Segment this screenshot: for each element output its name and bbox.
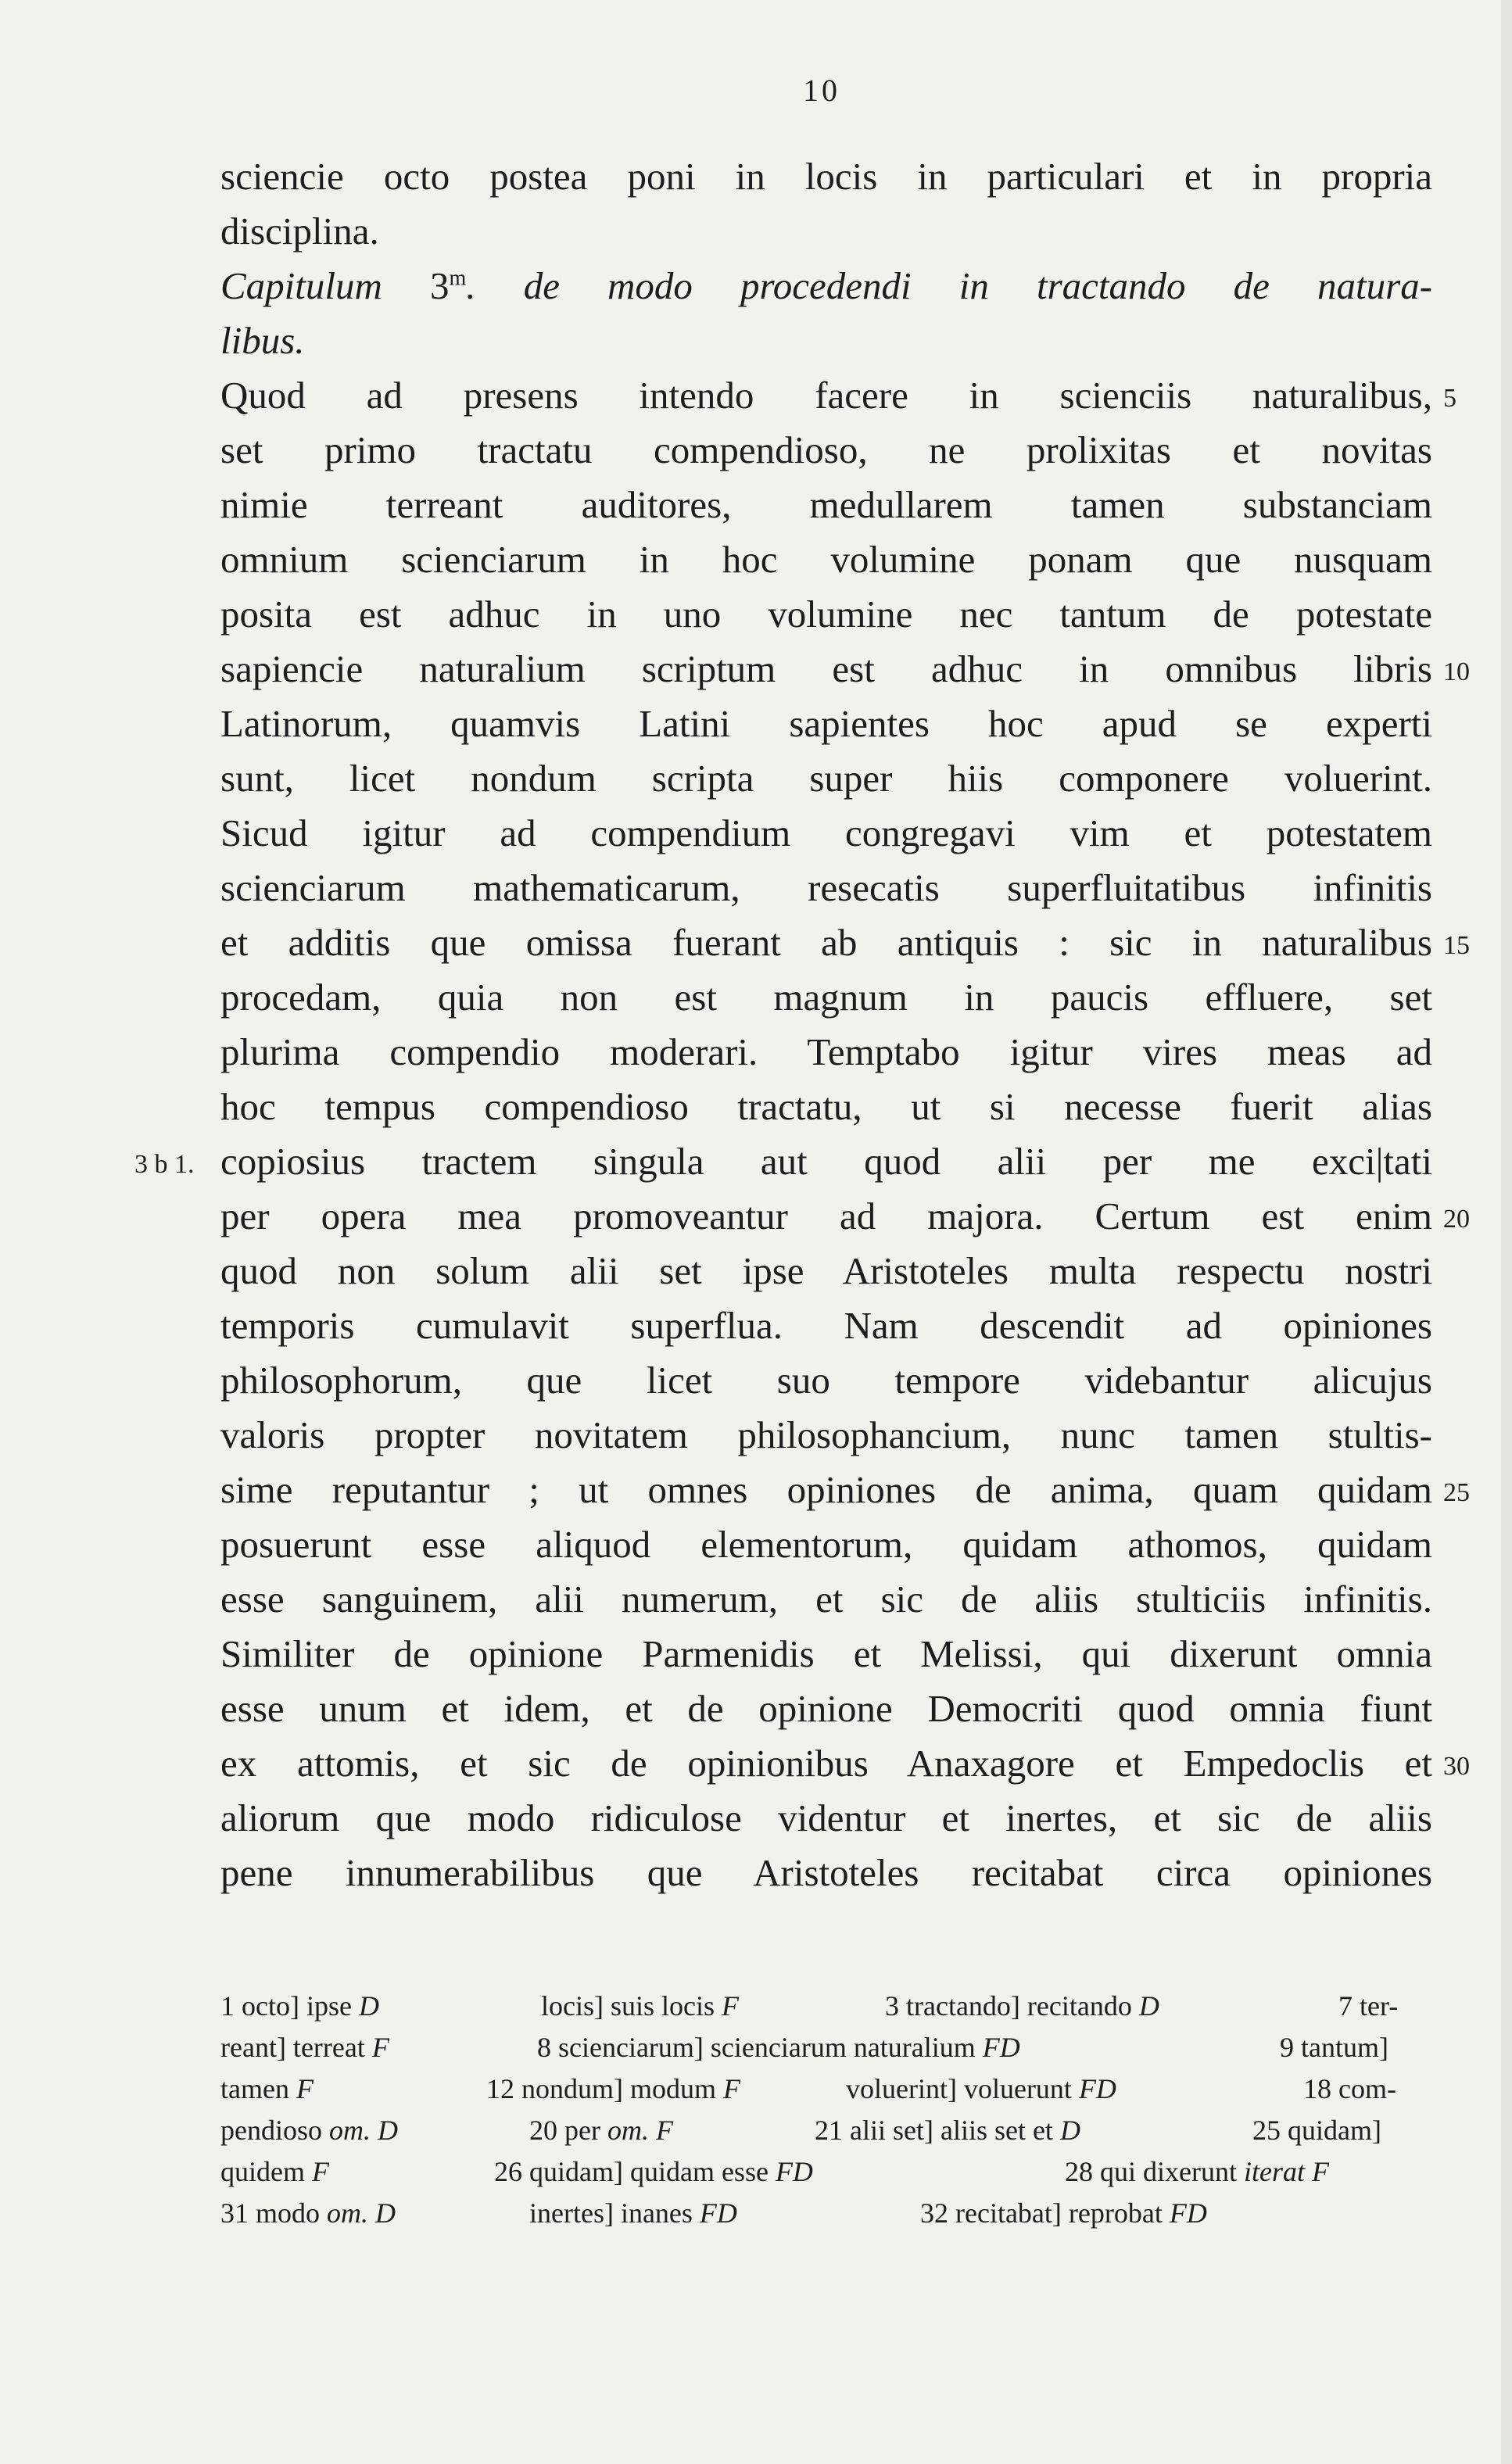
footnote-entry bbox=[220, 2110, 398, 2151]
footnote-siglum: om. F bbox=[607, 2115, 673, 2146]
footnote-reading: 8 scienciarum] scienciarum naturalium bbox=[537, 2032, 983, 2063]
body-line: pene innumerabilibus que Aristoteles recitabat circa opiniones bbox=[220, 1851, 1432, 1894]
footnote-siglum: FD bbox=[1169, 2197, 1207, 2229]
footnote-siglum: FD bbox=[982, 2032, 1020, 2063]
body-line: esse sanguinem, alii numerum, et sic de aliis stulticiis infinitis. bbox=[220, 1578, 1432, 1621]
footnote-siglum: D bbox=[1138, 1990, 1159, 2022]
body-line: sime reputantur ; ut omnes opiniones de anima, quam quidam bbox=[220, 1468, 1432, 1511]
footnote-entry bbox=[846, 2068, 1116, 2109]
footnote-reading: 31 modo bbox=[220, 2197, 328, 2229]
body-line: posuerunt esse aliquod elementorum, quidam athomos, quidam bbox=[220, 1523, 1432, 1566]
body-line: Latinorum, quamvis Latini sapientes hoc apud se experti bbox=[220, 702, 1432, 745]
footnote-entry bbox=[920, 2193, 1207, 2233]
footnote-siglum: F bbox=[723, 2073, 740, 2104]
chapter-title: . de modo procedendi in tractando de natura- bbox=[466, 264, 1433, 307]
body-line: ex attomis, et sic de opinionibus Anaxagore et Empedoclis et bbox=[220, 1742, 1432, 1785]
footnote-entry bbox=[220, 2068, 314, 2109]
footnote-entry bbox=[1280, 2027, 1388, 2068]
footnote-entry bbox=[1065, 2151, 1329, 2192]
page-edge bbox=[1501, 0, 1512, 2464]
footnote-reading: tamen bbox=[220, 2073, 296, 2104]
body-line: libus. bbox=[220, 319, 305, 362]
footnote-reading: 18 com- bbox=[1303, 2073, 1396, 2104]
footnote-reading: inertes] inanes bbox=[529, 2197, 700, 2229]
body-line: per opera mea promoveantur ad majora. Certum est enim bbox=[220, 1194, 1432, 1237]
footnote-siglum: FD bbox=[775, 2156, 813, 2187]
footnote-entry bbox=[529, 2110, 673, 2151]
footnote-siglum: D bbox=[1059, 2115, 1080, 2146]
chapter-heading bbox=[220, 263, 1432, 310]
body-line: omnium scienciarum in hoc volumine ponam que nusquam bbox=[220, 538, 1432, 581]
footnote-reading: 7 ter- bbox=[1338, 1990, 1399, 2022]
body-line: nimie terreant auditores, medullarem tamen substanciam bbox=[220, 483, 1432, 526]
footnote-entry bbox=[541, 1986, 739, 2026]
footnote-entry bbox=[1338, 1986, 1398, 2026]
chapter-number-suffix: m bbox=[449, 266, 467, 291]
footnote-entry bbox=[885, 1986, 1159, 2026]
line-number: 5 bbox=[1443, 384, 1456, 413]
page-number: 10 bbox=[803, 73, 840, 108]
footnote-siglum: F bbox=[296, 2073, 314, 2104]
chapter-word: Capitulum bbox=[220, 264, 382, 307]
footnote-reading: 32 recitabat] reprobat bbox=[920, 2197, 1170, 2229]
footnote-reading: 26 quidam] quidam esse bbox=[494, 2156, 776, 2187]
footnote-reading: pendioso bbox=[220, 2115, 329, 2146]
body-line: scienciarum mathematicarum, resecatis superfluitatibus infinitis bbox=[220, 866, 1432, 909]
footnote-siglum: FD bbox=[1078, 2073, 1116, 2104]
footnote-siglum: iterat F bbox=[1243, 2156, 1329, 2187]
body-line: copiosius tractem singula aut quod alii per me exci|tati bbox=[220, 1140, 1432, 1183]
body-line: Sicud igitur ad compendium congregavi vim et potestatem bbox=[220, 811, 1432, 854]
footnote-reading: 3 tractando] recitando bbox=[885, 1990, 1139, 2022]
body-line: philosophorum, que licet suo tempore videbantur alicujus bbox=[220, 1359, 1432, 1402]
footnote-reading: voluerint] voluerunt bbox=[846, 2073, 1079, 2104]
body-line: esse unum et idem, et de opinione Democriti quod omnia fiunt bbox=[220, 1687, 1432, 1730]
body-line: sapiencie naturalium scriptum est adhuc in omnibus libris bbox=[220, 647, 1432, 690]
footnote-entry bbox=[1303, 2068, 1396, 2109]
footnote-entry bbox=[486, 2068, 740, 2109]
body-line: hoc tempus compendioso tractatu, ut si necesse fuerit alias bbox=[220, 1085, 1432, 1128]
footnote-siglum: FD bbox=[699, 2197, 737, 2229]
body-line: sciencie octo postea poni in locis in particulari et in propria bbox=[220, 155, 1432, 198]
footnote-entry bbox=[1252, 2110, 1381, 2151]
footnote-reading: 9 tantum] bbox=[1280, 2032, 1388, 2063]
footnote-siglum: D bbox=[358, 1990, 379, 2022]
body-line: procedam, quia non est magnum in paucis effluere, set bbox=[220, 976, 1432, 1019]
body-line: sunt, licet nondum scripta super hiis componere voluerint. bbox=[220, 757, 1432, 800]
body-line: disciplina. bbox=[220, 210, 379, 252]
line-number: 15 bbox=[1443, 931, 1470, 960]
footnote-entry bbox=[815, 2110, 1080, 2151]
footnote-reading: reant] terreat bbox=[220, 2032, 372, 2063]
body-line: quod non solum alii set ipse Aristoteles multa respectu nostri bbox=[220, 1249, 1432, 1292]
body-line: set primo tractatu compendioso, ne prolixitas et novitas bbox=[220, 428, 1432, 471]
footnote-entry bbox=[220, 2027, 389, 2068]
body-line: temporis cumulavit superflua. Nam descendit ad opiniones bbox=[220, 1304, 1432, 1347]
line-number: 10 bbox=[1443, 657, 1470, 686]
footnote-entry bbox=[529, 2193, 737, 2233]
line-number: 25 bbox=[1443, 1478, 1470, 1507]
body-line: et additis que omissa fuerant ab antiquis : sic in naturalibus bbox=[220, 921, 1432, 964]
folio-marker: 3 b 1. bbox=[134, 1150, 195, 1179]
footnote-siglum: F bbox=[311, 2156, 329, 2187]
line-number: 20 bbox=[1443, 1205, 1470, 1234]
footnote-entry bbox=[537, 2027, 1020, 2068]
body-line: valoris propter novitatem philosophancium, nunc tamen stultis- bbox=[220, 1413, 1432, 1456]
footnote-reading: 20 per bbox=[529, 2115, 607, 2146]
footnote-siglum: F bbox=[371, 2032, 389, 2063]
line-number: 30 bbox=[1443, 1752, 1470, 1781]
footnote-reading: 28 qui dixerunt bbox=[1065, 2156, 1244, 2187]
footnote-entry bbox=[494, 2151, 813, 2192]
footnote-entry bbox=[220, 2193, 396, 2233]
footnote-reading: quidem bbox=[220, 2156, 312, 2187]
chapter-number: 3 bbox=[430, 264, 450, 307]
footnote-reading: 25 quidam] bbox=[1252, 2115, 1381, 2146]
footnote-entry bbox=[220, 1986, 379, 2026]
footnote-reading: 21 alii set] aliis set et bbox=[815, 2115, 1060, 2146]
footnote-entry bbox=[220, 2151, 329, 2192]
body-line: Quod ad presens intendo facere in scienciis naturalibus, bbox=[220, 374, 1432, 417]
footnote-siglum: F bbox=[722, 1990, 739, 2022]
body-line: Similiter de opinione Parmenidis et Melissi, qui dixerunt omnia bbox=[220, 1632, 1432, 1675]
body-line: posita est adhuc in uno volumine nec tantum de potestate bbox=[220, 593, 1432, 636]
footnote-reading: 1 octo] ipse bbox=[220, 1990, 359, 2022]
footnote-reading: 12 nondum] modum bbox=[486, 2073, 723, 2104]
footnote-siglum: om. D bbox=[329, 2115, 398, 2146]
body-line: aliorum que modo ridiculose videntur et inertes, et sic de aliis bbox=[220, 1796, 1432, 1839]
footnote-reading: locis] suis locis bbox=[541, 1990, 722, 2022]
body-line: plurima compendio moderari. Temptabo igitur vires meas ad bbox=[220, 1030, 1432, 1073]
footnote-siglum: om. D bbox=[327, 2197, 396, 2229]
